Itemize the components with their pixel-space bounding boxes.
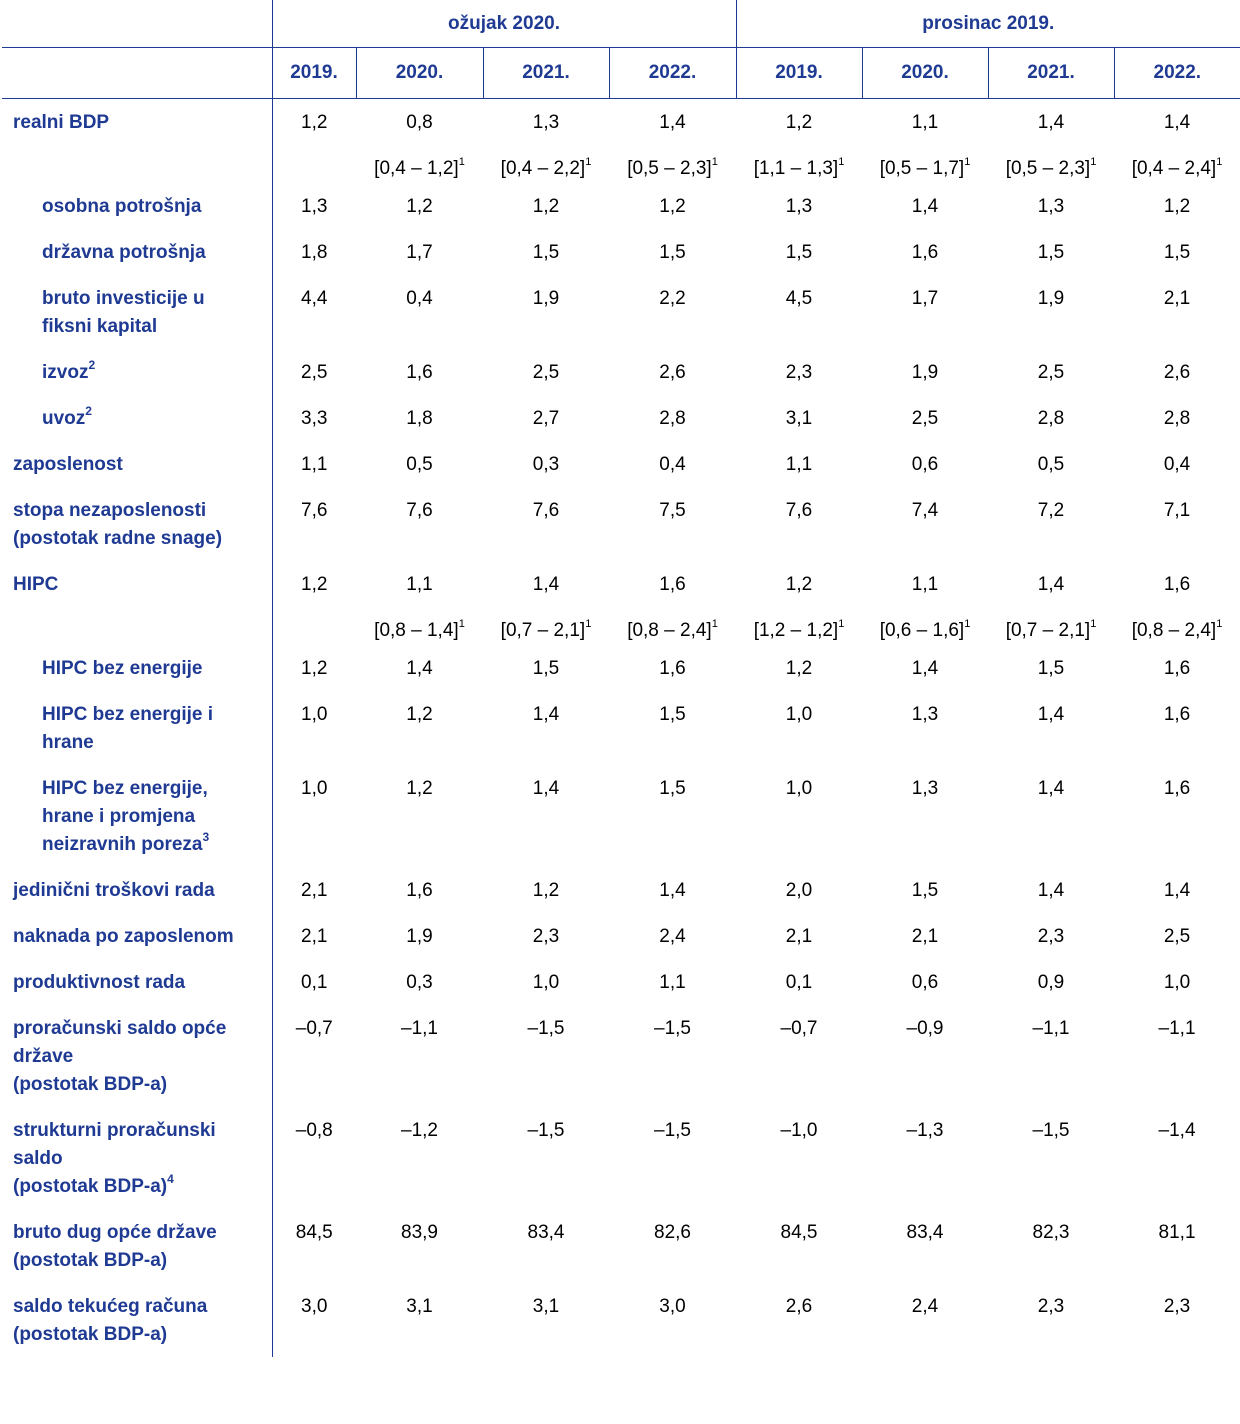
value-cell: 1,6	[406, 880, 433, 901]
value-cell: 1,4	[532, 704, 560, 725]
footnote-marker: 1	[585, 155, 592, 168]
value-cell: 1,2	[301, 574, 328, 595]
value-cell: 2,6	[1163, 362, 1191, 383]
value-cell: –0,7	[295, 1018, 333, 1039]
row-label-text: (postotak BDP-a)	[13, 1074, 168, 1095]
value-cell: 1,8	[301, 242, 328, 263]
value-cell: 1,6	[659, 658, 686, 679]
value-cell: 0,1	[785, 972, 813, 993]
footnote-marker: 2	[88, 357, 96, 372]
value-cell: 2,3	[1037, 1296, 1065, 1317]
interval-cell	[988, 145, 1114, 183]
value-cell: 2,5	[532, 362, 560, 383]
value-cell: 1,4	[1037, 112, 1065, 133]
value-cell: 84,5	[295, 1222, 333, 1243]
footnote-marker: 1	[964, 617, 971, 630]
header-year-row	[2, 48, 1240, 99]
value-cell: 0,4	[1163, 454, 1191, 475]
footnote-marker: 1	[1216, 155, 1223, 168]
value-cell: 2,1	[785, 926, 813, 947]
footnote-marker: 1	[838, 155, 845, 168]
value-cell: 82,6	[654, 1222, 691, 1243]
group-header-december-2019: prosinac 2019.	[736, 0, 1240, 48]
value-cell: 1,1	[785, 454, 813, 475]
value-cell: 1,4	[1037, 778, 1065, 799]
row-label-text: zaposlenost	[13, 454, 123, 475]
year-header: 2021.	[988, 48, 1114, 99]
value-cell: 1,2	[406, 196, 433, 217]
value-cell: 7,5	[659, 500, 686, 521]
value-cell: 7,6	[301, 500, 328, 521]
value-cell: –1,5	[654, 1018, 691, 1039]
table-row	[2, 441, 1240, 487]
value-cell: 0,6	[911, 972, 939, 993]
value-cell: 2,5	[1037, 362, 1065, 383]
footnote-marker: 4	[167, 1171, 174, 1186]
interval-row	[2, 607, 1240, 645]
row-label	[2, 691, 272, 765]
value-cell: 1,4	[911, 658, 939, 679]
interval-cell	[272, 145, 356, 183]
footnote-marker: 1	[458, 617, 465, 630]
row-label	[2, 1005, 272, 1107]
value-cell: 1,2	[301, 658, 328, 679]
footnote-marker: 3	[202, 829, 210, 844]
value-cell: 1,2	[532, 880, 560, 901]
value-cell: 1,2	[301, 112, 328, 133]
row-label	[2, 765, 272, 867]
row-label-text: fiksni kapital	[42, 316, 158, 337]
value-cell: 1,5	[532, 242, 560, 263]
value-cell: –1,5	[527, 1018, 565, 1039]
value-cell: 1,1	[406, 574, 433, 595]
footnote-marker: 1	[711, 155, 718, 168]
interval-text: [0,4 – 2,4]	[1131, 158, 1217, 179]
value-cell: 4,5	[785, 288, 813, 309]
value-cell: 1,4	[532, 574, 560, 595]
row-label-text: države	[13, 1046, 74, 1067]
row-label-text: bruto dug opće države	[13, 1222, 217, 1243]
value-cell: 1,2	[406, 704, 433, 725]
value-cell: 82,3	[1032, 1222, 1070, 1243]
row-label-text: (postotak BDP-a)	[13, 1250, 168, 1271]
row-label-text: bruto investicije u	[42, 288, 205, 309]
row-label	[2, 561, 272, 607]
table-body	[2, 99, 1240, 1358]
value-cell: 3,3	[301, 408, 328, 429]
value-cell: 1,4	[532, 778, 560, 799]
value-cell: 2,5	[911, 408, 939, 429]
row-label	[2, 275, 272, 349]
row-label	[2, 867, 272, 913]
value-cell: 0,3	[532, 454, 560, 475]
table-row	[2, 487, 1240, 561]
value-cell: 1,4	[1037, 574, 1065, 595]
value-cell: 2,3	[1163, 1296, 1191, 1317]
interval-text: [0,7 – 2,1]	[1005, 620, 1091, 641]
value-cell: 1,2	[785, 658, 813, 679]
value-cell: –1,2	[401, 1120, 438, 1141]
value-cell: 0,4	[406, 288, 433, 309]
row-label	[2, 1107, 272, 1209]
interval-cell	[988, 607, 1114, 645]
value-cell: 1,5	[659, 778, 686, 799]
value-cell: 7,4	[911, 500, 939, 521]
footnote-marker: 1	[964, 155, 971, 168]
value-cell: 2,1	[911, 926, 939, 947]
value-cell: 7,6	[406, 500, 433, 521]
table-row	[2, 229, 1240, 275]
interval-cell	[356, 607, 483, 645]
value-cell: 1,4	[406, 658, 433, 679]
value-cell: 1,2	[785, 112, 813, 133]
value-cell: 2,4	[659, 926, 686, 947]
interval-text: [0,5 – 2,3]	[1005, 158, 1091, 179]
value-cell: 7,6	[785, 500, 813, 521]
interval-cell	[736, 607, 862, 645]
value-cell: 1,6	[406, 362, 433, 383]
row-label	[2, 349, 272, 395]
table-row	[2, 275, 1240, 349]
value-cell: 1,5	[659, 704, 686, 725]
value-cell: 0,5	[406, 454, 433, 475]
row-label-text: produktivnost rada	[13, 972, 186, 993]
table-row	[2, 349, 1240, 395]
value-cell: 1,2	[406, 778, 433, 799]
value-cell: 1,8	[406, 408, 433, 429]
value-cell: 1,5	[785, 242, 813, 263]
value-cell: 1,3	[785, 196, 813, 217]
row-label-text: (postotak BDP-a)	[13, 1176, 168, 1197]
value-cell: 1,0	[1163, 972, 1191, 993]
value-cell: 2,8	[1037, 408, 1065, 429]
value-cell: –1,3	[906, 1120, 944, 1141]
value-cell: 1,5	[1037, 658, 1065, 679]
value-cell: 83,9	[401, 1222, 438, 1243]
value-cell: 2,3	[785, 362, 813, 383]
table-row	[2, 959, 1240, 1005]
interval-text: [0,7 – 2,1]	[500, 620, 586, 641]
value-cell: 0,3	[406, 972, 433, 993]
value-cell: 1,4	[1037, 880, 1065, 901]
value-cell: 2,0	[785, 880, 813, 901]
footnote-marker: 2	[85, 403, 92, 418]
value-cell: 1,5	[1163, 242, 1191, 263]
table-row	[2, 691, 1240, 765]
value-cell: 1,2	[659, 196, 686, 217]
row-label-text: saldo	[13, 1148, 63, 1169]
row-label	[2, 645, 272, 691]
row-label	[2, 1209, 272, 1283]
value-cell: 2,7	[532, 408, 560, 429]
value-cell: 1,9	[406, 926, 433, 947]
value-cell: 0,5	[1037, 454, 1065, 475]
value-cell: –1,5	[654, 1120, 691, 1141]
value-cell: –1,1	[401, 1018, 438, 1039]
interval-text: [0,5 – 2,3]	[627, 158, 712, 179]
footnote-marker: 1	[1216, 617, 1223, 630]
value-cell: 2,5	[301, 362, 328, 383]
value-cell: 2,3	[532, 926, 560, 947]
row-label-text: (postotak BDP-a)	[13, 1324, 168, 1345]
value-cell: 1,6	[911, 242, 939, 263]
value-cell: 2,6	[785, 1296, 813, 1317]
row-label	[2, 183, 272, 229]
footnote-marker: 1	[458, 155, 465, 168]
year-header: 2019.	[272, 48, 356, 99]
year-header: 2020.	[356, 48, 483, 99]
value-cell: 1,7	[911, 288, 939, 309]
table-header	[2, 0, 1240, 99]
value-cell: 83,4	[527, 1222, 565, 1243]
row-label-text: strukturni proračunski	[13, 1120, 216, 1141]
value-cell: 1,5	[532, 658, 560, 679]
value-cell: 2,3	[1037, 926, 1065, 947]
table-row	[2, 1209, 1240, 1283]
table-row	[2, 765, 1240, 867]
value-cell: 1,9	[532, 288, 560, 309]
interval-cell	[272, 607, 356, 645]
table-row	[2, 1107, 1240, 1209]
value-cell: 1,2	[1163, 196, 1191, 217]
interval-cell	[483, 145, 609, 183]
table-row	[2, 913, 1240, 959]
row-label-text: proračunski saldo opće	[13, 1018, 227, 1039]
value-cell: 1,3	[911, 778, 939, 799]
value-cell: 1,1	[659, 972, 686, 993]
value-cell: 1,5	[1037, 242, 1065, 263]
interval-row	[2, 145, 1240, 183]
value-cell: 1,2	[532, 196, 560, 217]
value-cell: 2,5	[1163, 926, 1191, 947]
row-label-text: naknada po zaposlenom	[13, 926, 234, 947]
value-cell: 1,1	[911, 574, 939, 595]
value-cell: 1,6	[659, 574, 686, 595]
interval-text: [1,1 – 1,3]	[753, 158, 839, 179]
value-cell: 1,4	[659, 112, 686, 133]
value-cell: 1,9	[911, 362, 939, 383]
value-cell: 2,1	[1163, 288, 1191, 309]
row-label	[2, 1283, 272, 1357]
interval-text: [0,4 – 2,2]	[500, 158, 586, 179]
footnote-marker: 1	[711, 617, 718, 630]
row-label-text: izvoz	[42, 362, 89, 383]
value-cell: 1,4	[659, 880, 686, 901]
table-row	[2, 1283, 1240, 1357]
row-label-text: hrane i promjena	[42, 806, 196, 827]
value-cell: 1,6	[1163, 778, 1191, 799]
value-cell: 2,8	[1163, 408, 1191, 429]
value-cell: 1,4	[1037, 704, 1065, 725]
value-cell: 7,6	[532, 500, 560, 521]
row-label	[2, 395, 272, 441]
year-header: 2022.	[609, 48, 736, 99]
value-cell: 2,6	[659, 362, 686, 383]
value-cell: 1,7	[406, 242, 433, 263]
value-cell: 1,0	[301, 778, 328, 799]
row-label	[2, 99, 272, 146]
interval-cell	[1114, 607, 1240, 645]
value-cell: –0,7	[780, 1018, 818, 1039]
footnote-marker: 1	[1090, 155, 1097, 168]
value-cell: –1,1	[1158, 1018, 1196, 1039]
interval-cell	[1114, 145, 1240, 183]
value-cell: 1,3	[1037, 196, 1065, 217]
table-row	[2, 395, 1240, 441]
interval-cell	[609, 145, 736, 183]
value-cell: –1,1	[1032, 1018, 1070, 1039]
value-cell: 1,5	[659, 242, 686, 263]
table-row	[2, 867, 1240, 913]
row-label-text: državna potrošnja	[42, 242, 206, 263]
value-cell: 1,3	[911, 704, 939, 725]
value-cell: 2,2	[659, 288, 686, 309]
value-cell: –1,5	[1032, 1120, 1070, 1141]
value-cell: 3,0	[659, 1296, 686, 1317]
row-label	[2, 229, 272, 275]
footnote-marker: 1	[838, 617, 845, 630]
value-cell: 2,1	[301, 926, 328, 947]
interval-cell	[736, 145, 862, 183]
row-label-text: HIPC bez energije i	[42, 704, 214, 725]
value-cell: 1,0	[785, 704, 813, 725]
row-label	[2, 607, 272, 645]
table-row	[2, 645, 1240, 691]
value-cell: 3,1	[785, 408, 813, 429]
value-cell: 3,0	[301, 1296, 328, 1317]
row-label	[2, 913, 272, 959]
value-cell: 3,1	[406, 1296, 433, 1317]
interval-cell	[862, 145, 988, 183]
row-label-text: hrane	[42, 732, 94, 753]
value-cell: 1,6	[1163, 658, 1191, 679]
value-cell: 1,5	[911, 880, 939, 901]
value-cell: 7,1	[1163, 500, 1191, 521]
interval-cell	[483, 607, 609, 645]
row-label-text: realni BDP	[13, 112, 110, 133]
value-cell: 2,1	[301, 880, 328, 901]
header-corner	[2, 0, 272, 48]
row-label-text: stopa nezaposlenosti	[13, 500, 207, 521]
projections-table	[2, 0, 1240, 1357]
year-header: 2021.	[483, 48, 609, 99]
footnote-marker: 1	[585, 617, 592, 630]
value-cell: 1,6	[1163, 574, 1191, 595]
row-label-text: HIPC bez energije	[42, 658, 203, 679]
footnote-marker: 1	[1090, 617, 1097, 630]
value-cell: 0,1	[301, 972, 328, 993]
value-cell: 1,3	[301, 196, 328, 217]
value-cell: 83,4	[906, 1222, 944, 1243]
year-header: 2019.	[736, 48, 862, 99]
row-label-text: HIPC bez energije,	[42, 778, 208, 799]
value-cell: 1,2	[785, 574, 813, 595]
value-cell: 1,3	[532, 112, 560, 133]
interval-text: [1,2 – 1,2]	[753, 620, 839, 641]
year-header: 2022.	[1114, 48, 1240, 99]
value-cell: 3,1	[532, 1296, 560, 1317]
value-cell: –1,4	[1158, 1120, 1196, 1141]
interval-cell	[356, 145, 483, 183]
table-row	[2, 99, 1240, 146]
interval-text: [0,4 – 1,2]	[374, 158, 459, 179]
row-label	[2, 145, 272, 183]
group-header-march-2020: ožujak 2020.	[272, 0, 736, 48]
value-cell: 7,2	[1037, 500, 1065, 521]
table-row	[2, 1005, 1240, 1107]
value-cell: –0,8	[295, 1120, 333, 1141]
interval-text: [0,8 – 2,4]	[1131, 620, 1217, 641]
value-cell: 84,5	[780, 1222, 818, 1243]
value-cell: 0,8	[406, 112, 433, 133]
row-label-text: jedinični troškovi rada	[13, 880, 215, 901]
row-label	[2, 959, 272, 1005]
header-corner-lower	[2, 48, 272, 99]
row-label	[2, 441, 272, 487]
interval-cell	[609, 607, 736, 645]
value-cell: 2,4	[911, 1296, 939, 1317]
row-label-text: HIPC	[13, 574, 59, 595]
row-label-text: saldo tekućeg računa	[13, 1296, 208, 1317]
interval-text: [0,6 – 1,6]	[879, 620, 965, 641]
value-cell: 4,4	[301, 288, 328, 309]
table-row	[2, 561, 1240, 607]
row-label	[2, 487, 272, 561]
row-label-text: (postotak radne snage)	[13, 528, 223, 549]
value-cell: 2,8	[659, 408, 686, 429]
interval-cell	[862, 607, 988, 645]
interval-text: [0,8 – 1,4]	[374, 620, 459, 641]
value-cell: 1,9	[1037, 288, 1065, 309]
value-cell: 0,9	[1037, 972, 1065, 993]
row-label-text: neizravnih poreza	[42, 834, 203, 855]
value-cell: 1,0	[785, 778, 813, 799]
value-cell: 81,1	[1158, 1222, 1196, 1243]
year-header: 2020.	[862, 48, 988, 99]
value-cell: –1,0	[780, 1120, 818, 1141]
value-cell: –0,9	[906, 1018, 944, 1039]
value-cell: 0,4	[659, 454, 686, 475]
value-cell: 1,4	[1163, 112, 1191, 133]
value-cell: 1,4	[911, 196, 939, 217]
value-cell: –1,5	[527, 1120, 565, 1141]
value-cell: 1,6	[1163, 704, 1191, 725]
interval-text: [0,5 – 1,7]	[879, 158, 965, 179]
value-cell: 1,1	[911, 112, 939, 133]
header-group-row	[2, 0, 1240, 48]
value-cell: 0,6	[911, 454, 939, 475]
table-row	[2, 183, 1240, 229]
row-label-text: uvoz	[42, 408, 86, 429]
value-cell: 1,4	[1163, 880, 1191, 901]
interval-text: [0,8 – 2,4]	[627, 620, 712, 641]
row-label-text: osobna potrošnja	[42, 196, 202, 217]
value-cell: 1,0	[532, 972, 560, 993]
value-cell: 1,1	[301, 454, 328, 475]
value-cell: 1,0	[301, 704, 328, 725]
